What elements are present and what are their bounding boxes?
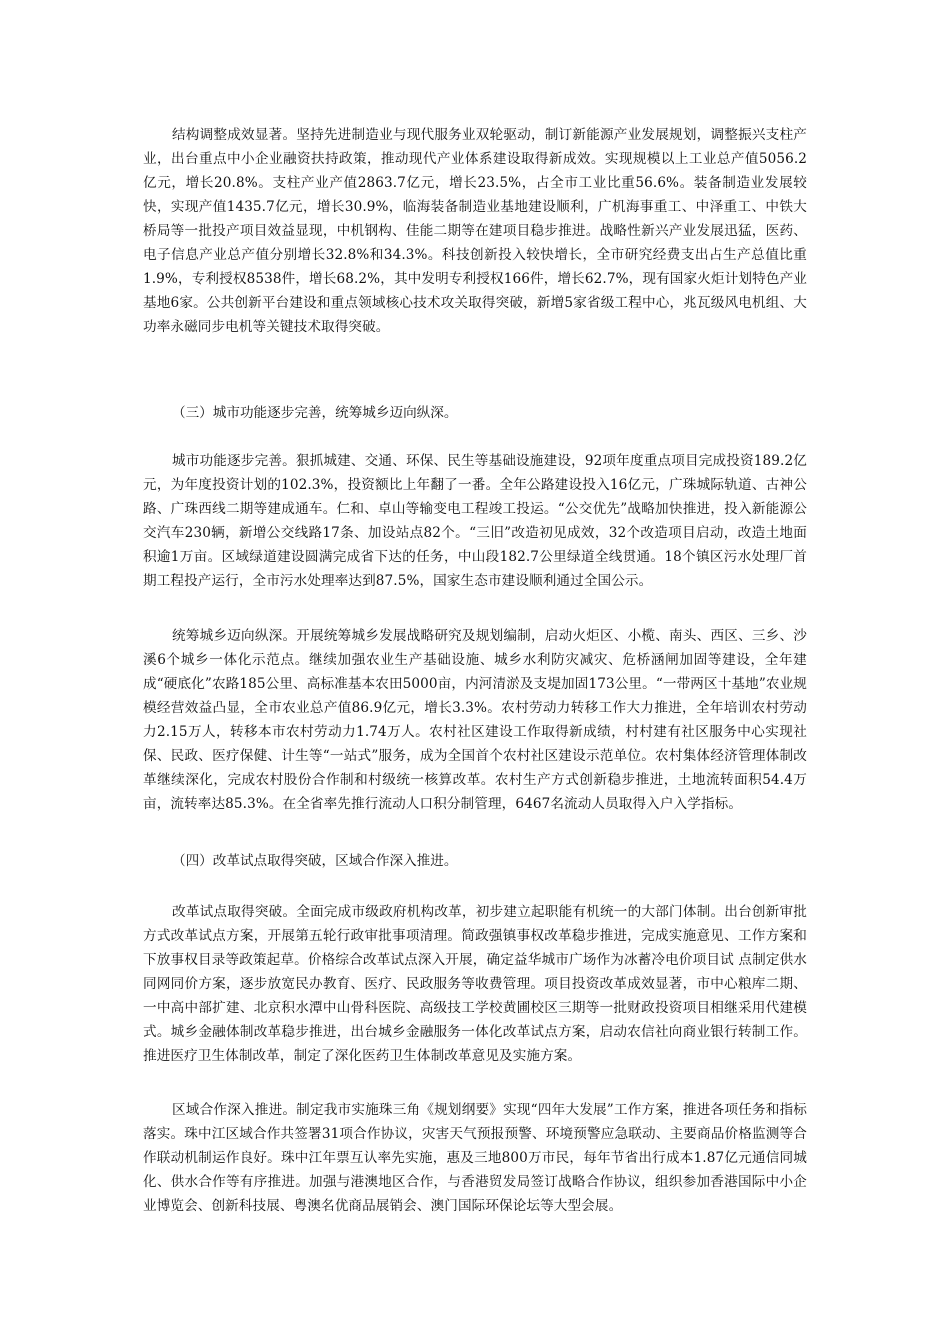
paragraph-regional-cooperation: 区域合作深入推进。制定我市实施珠三角《规划纲要》实现“四年大发展”工作方案，推进各项任务和指标落实。珠中江区域合作共签署31项合作协议，灾害天气预报预警、环境预警应急联动、主要商品价格监测等合作联动机制运作良好。珠中江年票互认率先实施，惠及三地800万市民，每年节省出行成本1.87亿元通信同城化、供水合作等有序推进。加强与港澳地区合作，与香港贸发局签订战略合作协议，组织参加香港国际中小企业博览会、创新科技展、粤澳名优商品展销会、澳门国际环保论坛等大型会展。: [143, 1102, 807, 1214]
paragraph-reform-pilot: 改革试点取得突破。全面完成市级政府机构改革，初步建立起职能有机统一的大部门体制。出台创新审批方式改革试点方案，开展第五轮行政审批事项清理。简政强镇事权改革稳步推进，完成实施意见、工作方案和下放事权目录等政策起草。价格综合改革试点深入开展，确定益华城市广场作为冰蓄冷电价项目试 点制定供水同网同价方案，逐步放宽民办教育、医疗、民政服务等收费管理。项目投资改革成效显著，市中心粮库二期、一中高中部扩建、北京积水潭中山骨科医院、高级技工学校黄圃校区三期等一批财政投资项目相继采用代建模式。城乡金融体制改革稳步推进，出台城乡金融服务一体化改革试点方案，启动农信社向商业银行转制工作。推进医疗卫生体制改革，制定了深化医药卫生体制改革意见及实施方案。: [143, 904, 807, 1064]
paragraph-structural-adjustment: 结构调整成效显著。坚持先进制造业与现代服务业双轮驱动，制订新能源产业发展规划，调整振兴支柱产业，出台重点中小企业融资扶持政策，推动现代产业体系建设取得新成效。实现规模以上工业总产值5056.2亿元，增长20.8%。支柱产业产值2863.7亿元，增长23.5%，占全市工业比重56.6%。装备制造业发展较快，实现产值1435.7亿元，增长30.9%，临海装备制造业基地建设顺利，广机海事重工、中泽重工、中铁大桥局等一批投产项目效益显现，中机钢构、佳能二期等在建项目稳步推进。战略性新兴产业发展迅猛，医药、电子信息产业总产值分别增长32.8%和34.3%。科技创新投入较快增长，全市研究经费支出占生产总值比重1.9%，专利授权8538件，增长68.2%，其中发明专利授权166件，增长62.7%，现有国家火炬计划特色产业基地6家。公共创新平台建设和重点领域核心技术攻关取得突破，新增5家省级工程中心，兆瓦级风电机组、大功率永磁同步电机等关键技术取得突破。: [143, 127, 807, 335]
section-heading-4: （四）改革试点取得突破，区域合作深入推进。: [172, 853, 458, 869]
section-heading-3: （三）城市功能逐步完善，统筹城乡迈向纵深。: [172, 405, 458, 421]
paragraph-urban-function: 城市功能逐步完善。狠抓城建、交通、环保、民生等基础设施建设，92项年度重点项目完成投资189.2亿元，为年度投资计划的102.3%，投资额比上年翻了一番。全年公路建设投入16亿元，广珠城际轨道、古神公路、广珠西线二期等建成通车。仁和、卓山等输变电工程竣工投运。“公交优先”战略加快推进，投入新能源公交汽车230辆，新增公交线路17条、加设站点82个。“三旧”改造初见成效，32个改造项目启动，改造土地面积逾1万亩。区域绿道建设圆满完成省下达的任务，中山段182.7公里绿道全线贯通。18个镇区污水处理厂首期工程投产运行，全市污水处理率达到87.5%，国家生态市建设顺利通过全国公示。: [143, 453, 807, 589]
paragraph-urban-rural: 统筹城乡迈向纵深。开展统筹城乡发展战略研究及规划编制，启动火炬区、小榄、南头、西区、三乡、沙溪6个城乡一体化示范点。继续加强农业生产基础设施、城乡水利防灾减灾、危桥涵闸加固等建设，全年建成“硬底化”农路185公里、高标准基本农田5000亩，内河清淤及支堤加固173公里。“一带两区十基地”农业规模经营效益凸显，全市农业总产值86.9亿元，增长3.3%。农村劳动力转移工作大力推进，全年培训农村劳动力2.15万人，转移本市农村劳动力1.74万人。农村社区建设工作取得新成绩，村村建有社区服务中心实现社保、民政、医疗保健、计生等“一站式”服务，成为全国首个农村社区建设示范单位。农村集体经济管理体制改革继续深化，完成农村股份合作制和村级统一核算改革。农村生产方式创新稳步推进，土地流转面积54.4万亩，流转率达85.3%。在全省率先推行流动人口积分制管理，6467名流动人员取得入户入学指标。: [143, 628, 807, 812]
